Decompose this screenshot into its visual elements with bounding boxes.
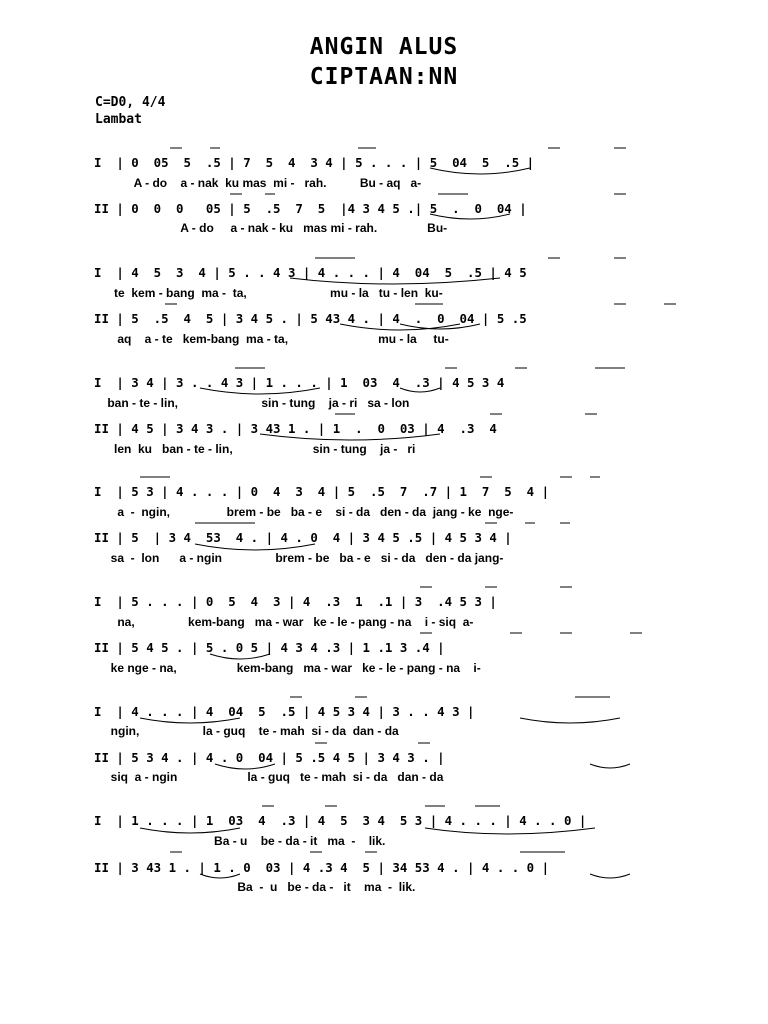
system-7-lyrics-1: Ba - u be - da - it ma - lik. [94,834,386,848]
system-6-lyrics-1: ngin, la - guq te - mah si - da dan - da [94,724,399,738]
system-4-lyrics-1: a - ngin, brem - be ba - e si - da den - da jang - ke nge- [94,505,514,519]
song-title: ANGIN ALUS [309,34,459,60]
slur-mark [215,764,630,769]
system-7-voice-1: I | 1 . . . | 1 03 4 .3 | 4 5 3 4 5 3 | 4 . . . | 4 . . 0 | [94,813,587,828]
slur-mark [140,828,595,834]
slur-mark [430,168,530,174]
system-4-lyrics-2: sa - lon a - ngin brem - be ba - e si - da den - da jang- [94,551,504,565]
system-4-voice-1: I | 5 3 | 4 . . . | 0 4 3 4 | 5 .5 7 .7 | 1 7 5 4 | [94,484,550,499]
slur-mark [430,214,510,219]
slur-mark [200,388,440,394]
system-7-voice-2: II | 3 43 1 . | 1 . 0 03 | 4 .3 4 5 | 34 53 4 . | 4 . . 0 | [94,860,550,875]
slur-mark [340,324,480,330]
system-7-lyrics-2: Ba - u be - da - it ma - lik. [94,880,416,894]
tempo-marking: Lambat [95,112,142,127]
system-5-voice-1: I | 5 . . . | 0 5 4 3 | 4 .3 1 .1 | 3 .4 5 3 | [94,594,497,609]
system-3-voice-1: I | 3 4 | 3 . . 4 3 | 1 . . . | 1 03 4 .3 | 4 5 3 4 [94,375,505,390]
system-3-voice-2: II | 4 5 | 3 4 3 . | 3 43 1 . | 1 . 0 03 | 4 .3 4 [94,421,497,436]
slur-mark [290,278,500,284]
slur-mark [200,874,630,878]
system-1-voice-2: II | 0 0 0 05 | 5 .5 7 5 |4 3 4 5 .| 5 . 0 04 | [94,201,527,216]
system-3-lyrics-2: len ku ban - te - lin, sin - tung ja - ri [94,442,416,456]
system-6-lyrics-2: siq a - ngin la - guq te - mah si - da dan - da [94,770,444,784]
system-1-lyrics-1: A - do a - nak ku mas mi - rah. Bu - aq a- [94,176,422,190]
system-2-voice-2: II | 5 .5 4 5 | 3 4 5 . | 5 43 4 . | 4 . 0 04 | 5 .5 [94,311,527,326]
slur-mark [260,434,440,440]
system-5-lyrics-1: na, kem-bang ma - war ke - le - pang - na i - siq a- [94,615,474,629]
system-6-voice-1: I | 4 . . . | 4 04 5 .5 | 4 5 3 4 | 3 . . 4 3 | [94,704,475,719]
system-5-lyrics-2: ke nge - na, kem-bang ma - war ke - le - pang - na i- [94,661,481,675]
system-5-voice-2: II | 5 4 5 . | 5 . 0 5 | 4 3 4 .3 | 1 .1 3 .4 | [94,640,445,655]
system-2-lyrics-1: te kem - bang ma - ta, mu - la tu - len ku- [94,286,443,300]
system-6-voice-2: II | 5 3 4 . | 4 . 0 04 | 5 .5 4 5 | 3 4 3 . | [94,750,445,765]
key-time-signature: C=D0, 4/4 [95,95,166,110]
composer-line: CIPTAAN:NN [309,64,459,90]
slur-mark [140,718,620,723]
system-4-voice-2: II | 5 | 3 4 53 4 . | 4 . 0 4 | 3 4 5 .5 | 4 5 3 4 | [94,530,512,545]
slur-mark [195,544,315,550]
system-3-lyrics-1: ban - te - lin, sin - tung ja - ri sa - lon [94,396,410,410]
slur-mark [210,654,270,659]
system-1-lyrics-2: A - do a - nak - ku mas mi - rah. Bu- [94,221,448,235]
system-2-lyrics-2: aq a - te kem-bang ma - ta, mu - la tu- [94,332,449,346]
system-1-voice-1: I | 0 05 5 .5 | 7 5 4 3 4 | 5 . . . | 5 04 5 .5 | [94,155,535,170]
system-2-voice-1: I | 4 5 3 4 | 5 . . 4 3 | 4 . . . | 4 04 5 .5 | 4 5 [94,265,527,280]
